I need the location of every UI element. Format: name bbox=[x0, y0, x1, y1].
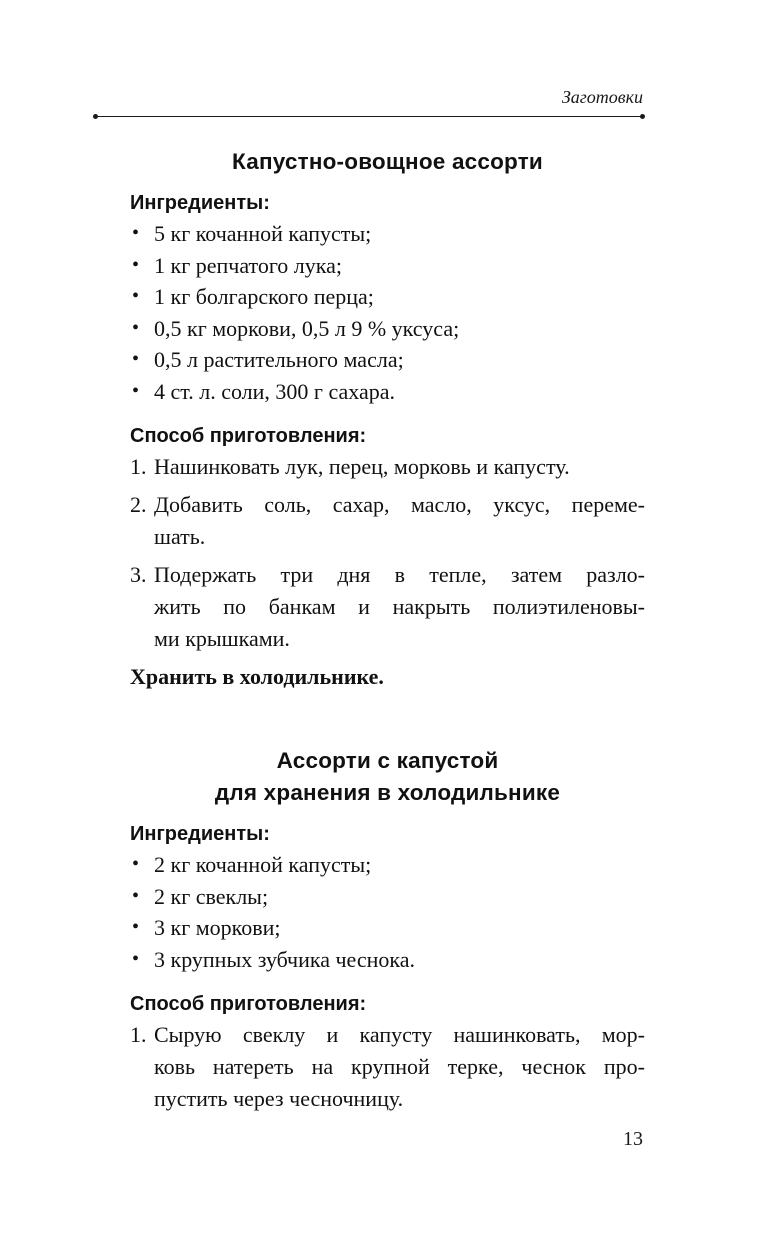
ingredients-list bbox=[130, 218, 645, 407]
page-number: 13 bbox=[623, 1128, 643, 1150]
ingredient-item: • 4 ст. л. соли, 300 г сахара. bbox=[130, 376, 645, 408]
ingredient-item: • 2 кг кочанной капусты; bbox=[130, 849, 645, 881]
ingredient-item: • 1 кг репчатого лука; bbox=[130, 250, 645, 282]
step-text-line: пустить через чесночницу. bbox=[154, 1086, 404, 1111]
steps-list bbox=[130, 1019, 645, 1115]
ingredient-item: • 3 кг моркови; bbox=[130, 912, 645, 944]
step-number: 3. bbox=[130, 562, 147, 587]
recipe-title bbox=[130, 745, 645, 809]
step-number: 2. bbox=[130, 492, 147, 517]
step-item bbox=[130, 559, 645, 655]
recipe-title-line: для хранения в холодильнике bbox=[214, 780, 561, 805]
step-text-line: ми крышками. bbox=[154, 626, 290, 651]
step-text-line: жить по банкам и накрыть полиэтиленовы- bbox=[154, 594, 645, 619]
header-rule bbox=[95, 116, 643, 117]
step-item bbox=[130, 451, 645, 483]
recipe-title-line: Капустно-овощное ассорти bbox=[232, 149, 543, 174]
recipe-1 bbox=[130, 146, 645, 693]
storage-note: Хранить в холодильнике. bbox=[130, 664, 384, 689]
page-content bbox=[130, 146, 645, 1121]
ingredients-label: Ингредиенты: bbox=[130, 823, 270, 845]
step-text-line: Добавить соль, сахар, масло, уксус, переме- bbox=[154, 492, 645, 517]
step-text-line: ковь натереть на крупной терке, чеснок про- bbox=[154, 1054, 645, 1079]
step-text-line: шать. bbox=[154, 524, 206, 549]
step-item bbox=[130, 489, 645, 553]
ingredient-item: • 3 крупных зубчика чеснока. bbox=[130, 944, 645, 976]
recipe-title bbox=[130, 146, 645, 178]
ingredients-list bbox=[130, 849, 645, 975]
step-number: 1. bbox=[130, 454, 147, 479]
step-text-line: Подержать три дня в тепле, затем разло- bbox=[154, 562, 645, 587]
recipe-title-line: Ассорти с капустой bbox=[276, 748, 499, 773]
ingredient-item: • 0,5 л растительного масла; bbox=[130, 344, 645, 376]
steps-list bbox=[130, 451, 645, 655]
method-label: Способ приготовления: bbox=[130, 993, 367, 1015]
method-label: Способ приготовления: bbox=[130, 425, 367, 447]
step-item bbox=[130, 1019, 645, 1115]
running-head: Заготовки bbox=[561, 87, 643, 107]
step-number: 1. bbox=[130, 1022, 147, 1047]
recipe-2 bbox=[130, 745, 645, 1115]
ingredient-item: • 0,5 кг моркови, 0,5 л 9 % уксуса; bbox=[130, 313, 645, 345]
ingredient-item: • 5 кг кочанной капусты; bbox=[130, 218, 645, 250]
step-text-line: Сырую свеклу и капусту нашинковать, мор- bbox=[154, 1022, 645, 1047]
step-text-line: Нашинковать лук, перец, морковь и капусту. bbox=[154, 454, 570, 479]
ingredient-item: • 2 кг свеклы; bbox=[130, 881, 645, 913]
ingredient-item: • 1 кг болгарского перца; bbox=[130, 281, 645, 313]
ingredients-label: Ингредиенты: bbox=[130, 192, 270, 214]
